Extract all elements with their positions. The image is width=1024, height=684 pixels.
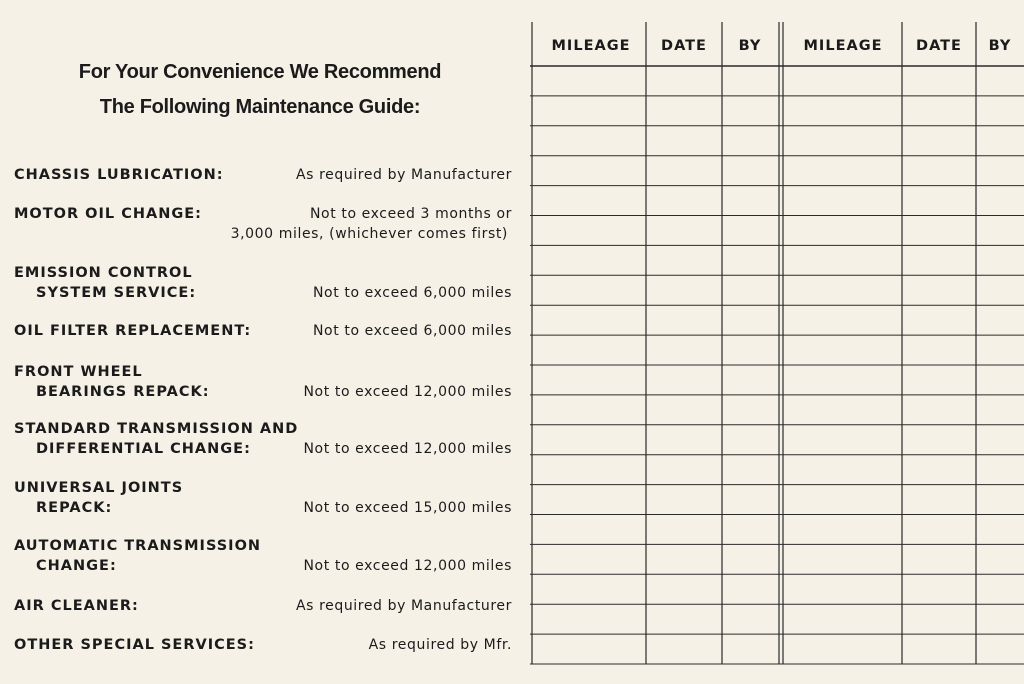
service-interval: As required by Manufacturer bbox=[295, 167, 512, 183]
page-subtitle: The Following Maintenance Guide: bbox=[99, 96, 421, 118]
service-interval: Not to exceed 3 months or bbox=[309, 206, 512, 222]
column-header-date-1: DATE bbox=[661, 38, 707, 54]
service-name-line2: SYSTEM SERVICE: bbox=[36, 285, 197, 301]
service-interval-continued: 3,000 miles, (whichever comes first) bbox=[230, 226, 508, 242]
service-name: STANDARD TRANSMISSION AND bbox=[14, 421, 299, 437]
service-name: MOTOR OIL CHANGE: bbox=[14, 206, 202, 222]
service-name: OTHER SPECIAL SERVICES: bbox=[14, 637, 255, 653]
service-name-line2: CHANGE: bbox=[36, 558, 117, 574]
column-header-mileage-2: MILEAGE bbox=[803, 38, 883, 54]
service-interval: As required by Mfr. bbox=[368, 637, 512, 653]
service-name: CHASSIS LUBRICATION: bbox=[14, 167, 224, 183]
service-interval: Not to exceed 6,000 miles bbox=[312, 285, 512, 301]
service-interval: Not to exceed 12,000 miles bbox=[303, 441, 512, 457]
service-name: UNIVERSAL JOINTS bbox=[14, 480, 184, 496]
column-header-by-1: BY bbox=[738, 38, 762, 54]
service-name: OIL FILTER REPLACEMENT: bbox=[14, 323, 252, 339]
column-header-by-2: BY bbox=[988, 38, 1012, 54]
service-interval: Not to exceed 12,000 miles bbox=[303, 384, 512, 400]
column-header-date-2: DATE bbox=[916, 38, 962, 54]
service-name: FRONT WHEEL bbox=[14, 364, 143, 380]
service-name: EMISSION CONTROL bbox=[14, 265, 193, 281]
service-name-line2: BEARINGS REPACK: bbox=[36, 384, 210, 400]
service-name-line2: REPACK: bbox=[36, 500, 113, 516]
column-header-mileage-1: MILEAGE bbox=[551, 38, 631, 54]
service-name: AIR CLEANER: bbox=[14, 598, 139, 614]
service-name: AUTOMATIC TRANSMISSION bbox=[14, 538, 262, 554]
service-interval: Not to exceed 6,000 miles bbox=[312, 323, 512, 339]
page-title: For Your Convenience We Recommend bbox=[78, 61, 442, 83]
service-interval: Not to exceed 15,000 miles bbox=[303, 500, 512, 516]
service-interval: Not to exceed 12,000 miles bbox=[303, 558, 512, 574]
service-interval: As required by Manufacturer bbox=[295, 598, 512, 614]
service-name-line2: DIFFERENTIAL CHANGE: bbox=[36, 441, 251, 457]
